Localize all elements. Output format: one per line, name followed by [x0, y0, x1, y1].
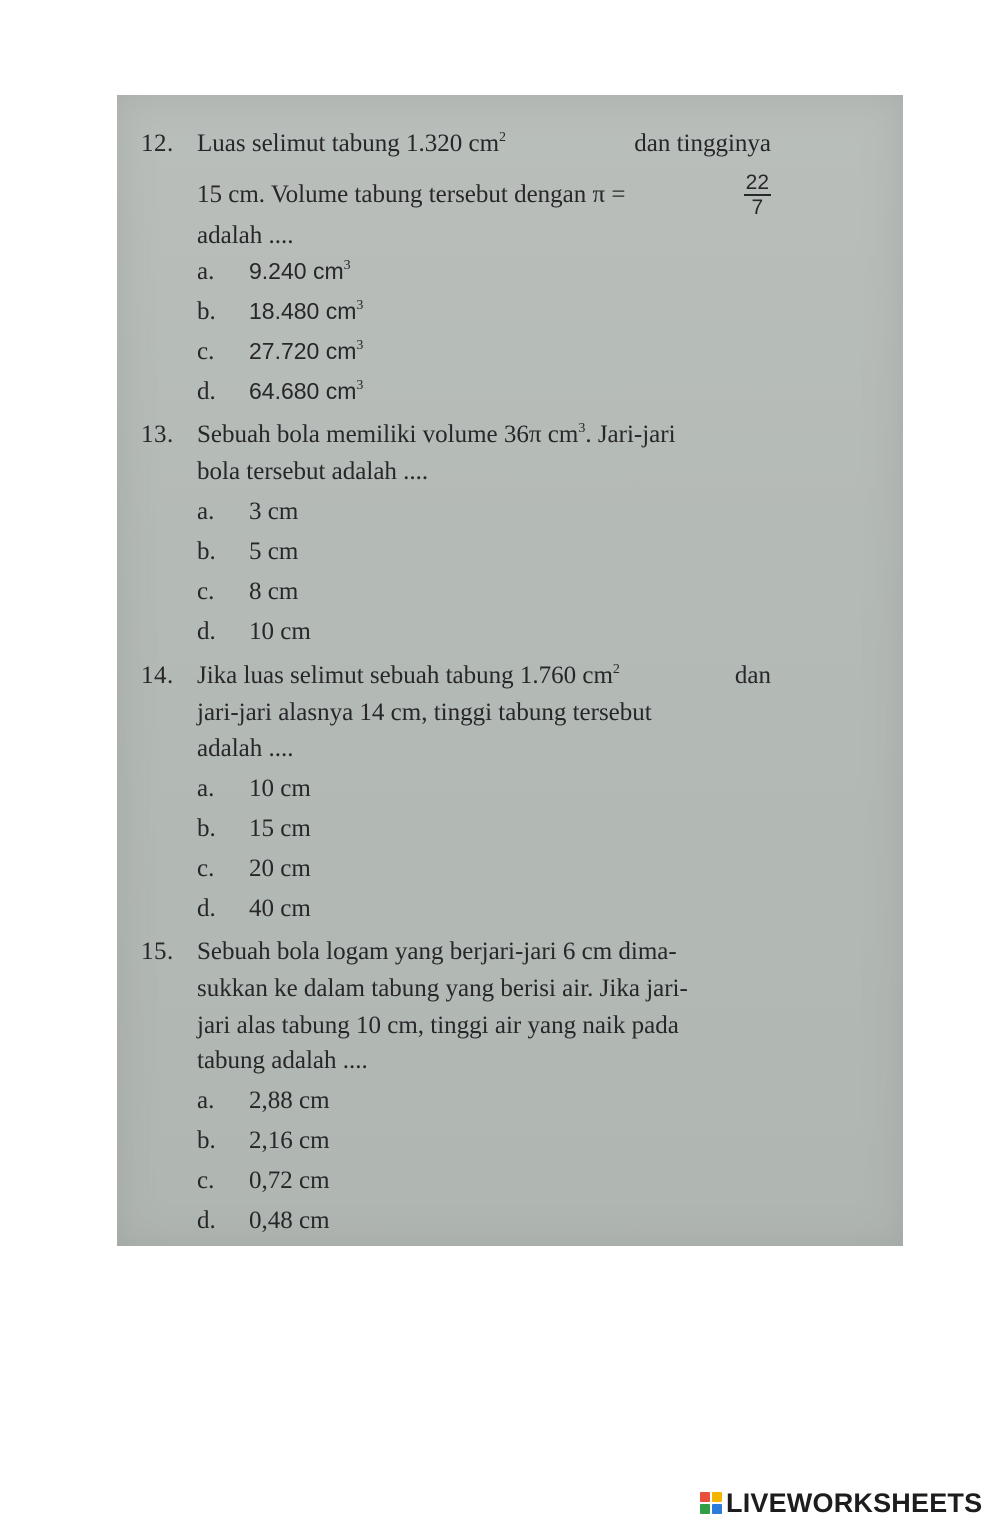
- answer-option-c[interactable]: c. 27.720 $cm^3$: [197, 338, 364, 365]
- question-text-line: sukkan ke dalam tabung yang berisi air. Jika jari-: [197, 975, 688, 1002]
- answer-option-c[interactable]: c. 8 cm: [197, 578, 299, 605]
- logo-square-red: [700, 1492, 710, 1502]
- question-number: 12.: [141, 130, 174, 157]
- question-text-line: tabung adalah ....: [197, 1047, 368, 1074]
- answer-option-d[interactable]: d. 10 cm: [197, 618, 311, 645]
- answer-option-a[interactable]: a. 2,88 cm: [197, 1087, 330, 1114]
- question-text-line: adalah ....: [197, 735, 294, 762]
- answer-option-a[interactable]: a. 3 cm: [197, 498, 299, 525]
- answer-option-b[interactable]: b. 5 cm: [197, 538, 299, 565]
- question-text-line: Sebuah bola logam yang berjari-jari 6 cm dima-: [197, 938, 677, 965]
- question-text-line: adalah ....: [197, 222, 294, 249]
- answer-option-d[interactable]: d. 64.680 $cm^3$: [197, 378, 364, 405]
- answer-option-b[interactable]: b. 18.480 $cm^3$: [197, 298, 364, 325]
- answer-option-d[interactable]: d. 40 cm: [197, 895, 311, 922]
- question-text-line: 15 cm. Volume tabung tersebut dengan π = $\frac{22}{7}$: [197, 171, 769, 219]
- answer-option-b[interactable]: b. 15 cm: [197, 815, 311, 842]
- question-text-line: Luas selimut tabung 1.320 $cm^2$ dan tingginya: [197, 130, 771, 157]
- logo-square-yellow: [712, 1492, 722, 1502]
- answer-option-c[interactable]: c. 20 cm: [197, 855, 311, 882]
- logo-square-green: [700, 1504, 710, 1514]
- question-text-line: jari-jari alasnya 14 cm, tinggi tabung tersebut: [197, 699, 652, 726]
- worksheet-photo: [117, 95, 903, 1246]
- answer-option-a[interactable]: a. 9.240 $cm^3$: [197, 258, 351, 285]
- pi-fraction: $\frac{22}{7}$: [745, 171, 769, 219]
- liveworksheets-logo-icon: [700, 1492, 722, 1514]
- question-text-line: jari alas tabung 10 cm, tinggi air yang naik pada: [197, 1012, 679, 1039]
- answer-option-b[interactable]: b. 2,16 cm: [197, 1127, 330, 1154]
- question-number: 15.: [141, 938, 174, 965]
- question-text-line: Jika luas selimut sebuah tabung 1.760 $cm^2$ dan: [197, 662, 771, 689]
- question-text-line: Sebuah bola memiliki volume 36π $cm^3$. Jari-jari: [197, 421, 676, 448]
- answer-option-c[interactable]: c. 0,72 cm: [197, 1167, 330, 1194]
- question-text-line: bola tersebut adalah ....: [197, 458, 429, 485]
- logo-text: LIVEWORKSHEETS: [726, 1487, 983, 1518]
- answer-option-d[interactable]: d. 0,48 cm: [197, 1207, 330, 1234]
- question-number: 14.: [141, 662, 174, 689]
- logo-square-blue: [712, 1504, 722, 1514]
- answer-option-a[interactable]: a. 10 cm: [197, 775, 311, 802]
- liveworksheets-logo[interactable]: [700, 1488, 982, 1518]
- question-number: 13.: [141, 421, 174, 448]
